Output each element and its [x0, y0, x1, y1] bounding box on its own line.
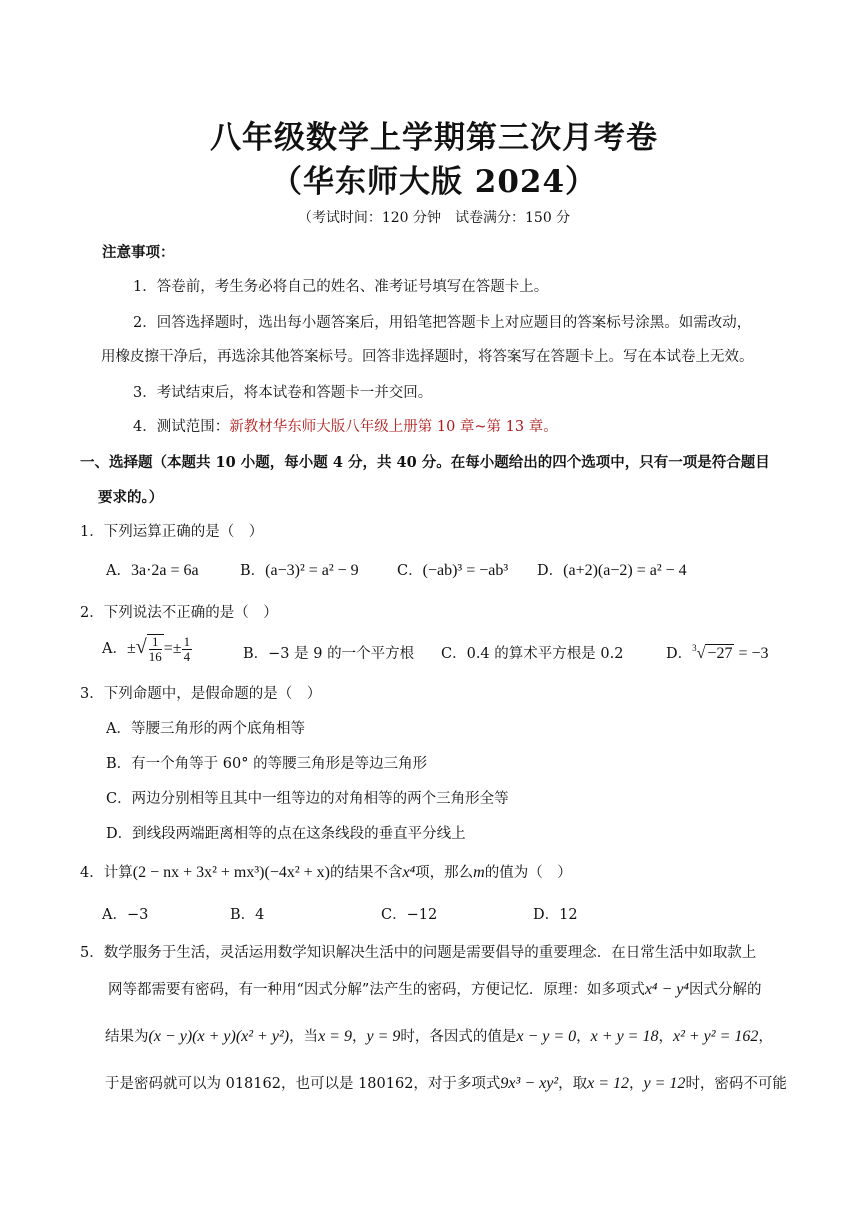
q1-option-b	[240, 559, 359, 580]
q5-line3-x: x = 9	[318, 1028, 352, 1045]
note-item-1: 1．答卷前，考生务必将自己的姓名、准考证号填写在答题卡上。	[133, 279, 549, 295]
q1-option-c	[397, 559, 508, 580]
q5-line3-v1: x − y = 0	[516, 1028, 577, 1045]
q4-option-a: A．−3	[102, 907, 149, 923]
q5-line3-a: 结果为	[105, 1029, 149, 1045]
q1-option-a	[106, 559, 199, 580]
q4-option-b: B．4	[230, 907, 265, 923]
q5-line-2	[108, 978, 761, 999]
q2-option-b: B．−3 是 9 的一个平方根	[243, 646, 415, 662]
q3-option-d: D．到线段两端距离相等的点在这条线段的垂直平分线上	[106, 826, 466, 842]
q2-d-index: 3	[692, 643, 697, 653]
q4-var: m	[473, 864, 485, 881]
q5-line-3	[105, 1025, 773, 1046]
q4-expression: (2 − nx + 3x² + mx³)(−4x² + x)	[132, 864, 330, 881]
q5-line3-d: 时，各因式的值是	[400, 1029, 517, 1045]
q2-a-result	[182, 635, 193, 664]
q1-b-text: (a−3)² = a² − 9	[265, 562, 359, 579]
q5-line4-y: y = 12	[643, 1075, 686, 1092]
q2-a-pm: ±	[126, 640, 136, 657]
q5-line3-y: y = 9	[366, 1028, 401, 1045]
q2-a-num: 1	[149, 635, 162, 650]
q4-option-c: C．−12	[381, 907, 438, 923]
q4-option-d: D．12	[533, 907, 578, 923]
q5-line4-a: 于是密码就可以为 018162，也可以是 180162，对于多项式	[105, 1076, 501, 1092]
q4-stem	[80, 861, 572, 882]
q2-a-rden: 4	[183, 648, 191, 664]
q1-a-label: A．	[106, 563, 131, 579]
sqrt-sign: √	[135, 636, 147, 658]
q5-line3-b: ，当	[289, 1029, 319, 1045]
q4-stem-c: 项，那么	[415, 865, 474, 881]
q5-line3-g: ，	[758, 1029, 773, 1045]
q4-stem-d: 的值为（ ）	[484, 865, 572, 881]
q5-line-4	[105, 1072, 787, 1093]
q5-line4-c: ，	[629, 1076, 644, 1092]
q5-line3-e: ，	[576, 1029, 591, 1045]
note-item-2a: 2．回答选择题时，选出每小题答案后，用铅笔把答题卡上对应题目的答案标号涂黑。如需改动，	[133, 315, 752, 331]
q2-d-label: D．	[666, 646, 693, 662]
note-item-2b: 用橡皮擦干净后，再选涂其他答案标号。回答非选择题时，将答案写在答题卡上。写在本试卷上无效。	[101, 349, 754, 365]
q3-option-c: C．两边分别相等且其中一组等边的对角相等的两个三角形全等	[106, 791, 509, 807]
q5-line4-x: x = 12	[587, 1075, 630, 1092]
q2-option-d	[666, 642, 769, 663]
section1-heading: 一、选择题（本题共 10 小题，每小题 4 分，共 40 分。在每小题给出的四个选项中，只有一项是符合题目	[80, 454, 770, 471]
q5-line3-expr: (x − y)(x + y)(x² + y²)	[148, 1028, 290, 1045]
q4-term: x⁴	[402, 864, 416, 881]
q5-line3-c: ，	[351, 1029, 367, 1045]
q1-c-label: C．	[397, 563, 423, 579]
q2-a-eq: =±	[163, 640, 182, 657]
q2-a-den: 16	[148, 649, 162, 664]
test-scope: 新教材华东师大版八年级上册第 10 章~第 13 章。	[229, 419, 558, 435]
exam-info: （考试时间：120 分钟 试卷满分：150 分	[297, 210, 571, 226]
q2-option-a	[102, 634, 192, 664]
q5-line4-d: 时，密码不可能	[685, 1076, 787, 1092]
q3-stem: 3．下列命题中，是假命题的是（ ）	[80, 686, 322, 702]
q2-a-fraction	[147, 634, 164, 664]
q2-d-rest: = −3	[734, 645, 769, 662]
exam-subtitle: （华东师大版 2024）	[270, 164, 598, 200]
q5-line2-a: 网等都需要有密码，有一种用“因式分解”法产生的密码，方便记忆．原理：如多项式	[108, 982, 645, 998]
q1-d-text: (a+2)(a−2) = a² − 4	[563, 562, 687, 579]
q2-a-rnum: 1	[183, 633, 191, 649]
q4-stem-b: 的结果不含	[330, 865, 403, 881]
q5-line3-v2: x + y = 18	[590, 1028, 659, 1045]
notes-heading: 注意事项：	[102, 244, 175, 261]
q1-a-text: 3a·2a = 6a	[130, 562, 199, 579]
section1-heading-cont: 要求的。）	[98, 489, 164, 506]
exam-title: 八年级数学上学期第三次月考卷	[210, 120, 658, 156]
q1-c-text: (−ab)³ = −ab³	[422, 562, 509, 579]
q2-d-radicand: −27	[707, 645, 733, 662]
q2-stem: 2．下列说法不正确的是（ ）	[80, 605, 278, 621]
cbrt-sign: √	[696, 645, 706, 662]
q2-option-c: C．0.4 的算术平方根是 0.2	[441, 646, 624, 662]
q2-a-label: A．	[102, 641, 127, 657]
q5-line4-b: ，取	[558, 1076, 588, 1092]
q5-line2-b: 因式分解的	[688, 982, 762, 998]
q3-option-a: A．等腰三角形的两个底角相等	[106, 721, 305, 737]
q1-stem: 1．下列运算正确的是（ ）	[80, 524, 264, 540]
q5-line4-expr: 9x³ − xy²	[500, 1075, 559, 1092]
q4-stem-a: 4．计算	[80, 865, 133, 881]
note-item-3: 3．考试结束后，将本试卷和答题卡一并交回。	[133, 385, 433, 401]
q1-d-label: D．	[537, 563, 564, 579]
q3-option-b: B．有一个角等于 60° 的等腰三角形是等边三角形	[106, 756, 428, 772]
q5-line-1: 5．数学服务于生活，灵活运用数学知识解决生活中的问题是需要倡导的重要理念．在日常生活中如取款上	[80, 945, 757, 961]
q1-b-label: B．	[240, 563, 266, 579]
note-item-4-label: 4．测试范围：	[133, 419, 230, 435]
q1-option-d	[537, 559, 687, 580]
q5-line2-expr: x⁴ − y⁴	[644, 981, 689, 998]
note-item-4	[133, 415, 558, 436]
q5-line3-v3: x² + y² = 162	[672, 1028, 759, 1045]
q5-line3-f: ，	[658, 1029, 673, 1045]
